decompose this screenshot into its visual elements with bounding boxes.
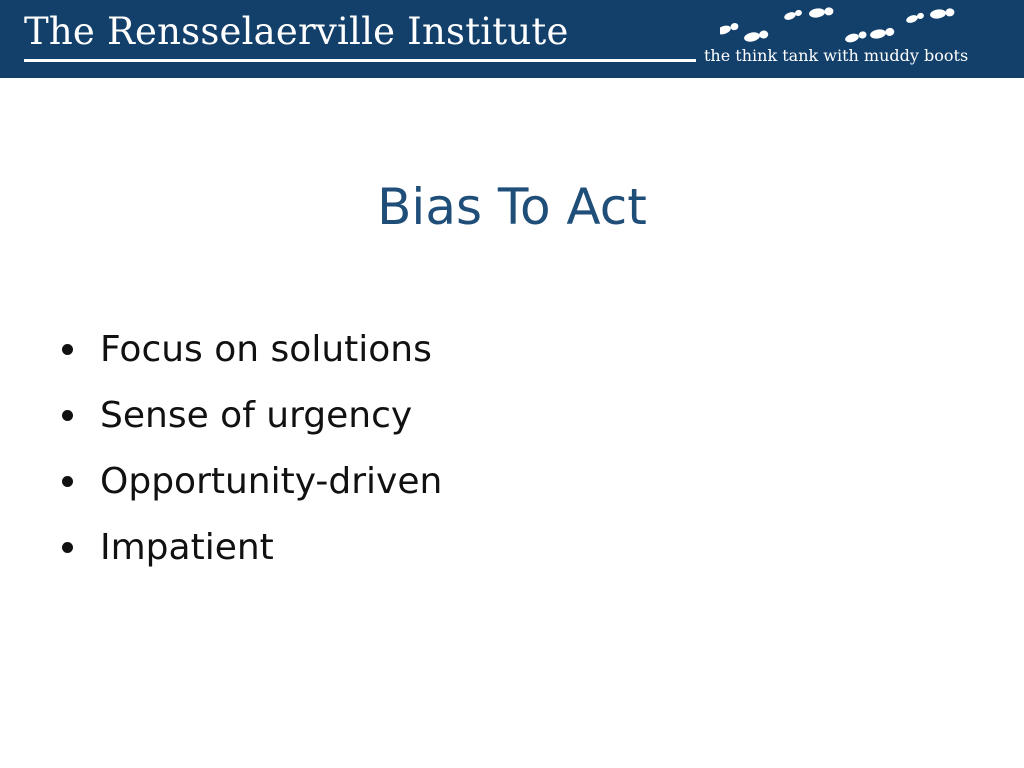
bullet-text: Focus on solutions: [100, 329, 432, 370]
bullet-item: [58, 454, 442, 520]
bullet-item: [58, 388, 442, 454]
bullet-dot-icon: [62, 542, 73, 553]
bullet-dot-icon: [62, 476, 73, 487]
bullet-item: [58, 322, 442, 388]
header-divider: [24, 59, 696, 62]
bullet-dot-icon: [62, 410, 73, 421]
slide-title: Bias To Act: [377, 178, 647, 236]
bullet-dot-icon: [62, 344, 73, 355]
bullet-item: [58, 520, 442, 586]
bullet-text: Opportunity-driven: [100, 461, 443, 502]
bullet-text: Sense of urgency: [100, 395, 413, 436]
bullet-text: Impatient: [100, 527, 274, 568]
header-banner: [0, 0, 1024, 78]
tagline: the think tank with muddy boots: [704, 46, 969, 65]
bootprints-icon: [720, 2, 970, 48]
organization-name: The Rensselaerville Institute: [24, 10, 569, 53]
bullet-list: [58, 322, 442, 586]
